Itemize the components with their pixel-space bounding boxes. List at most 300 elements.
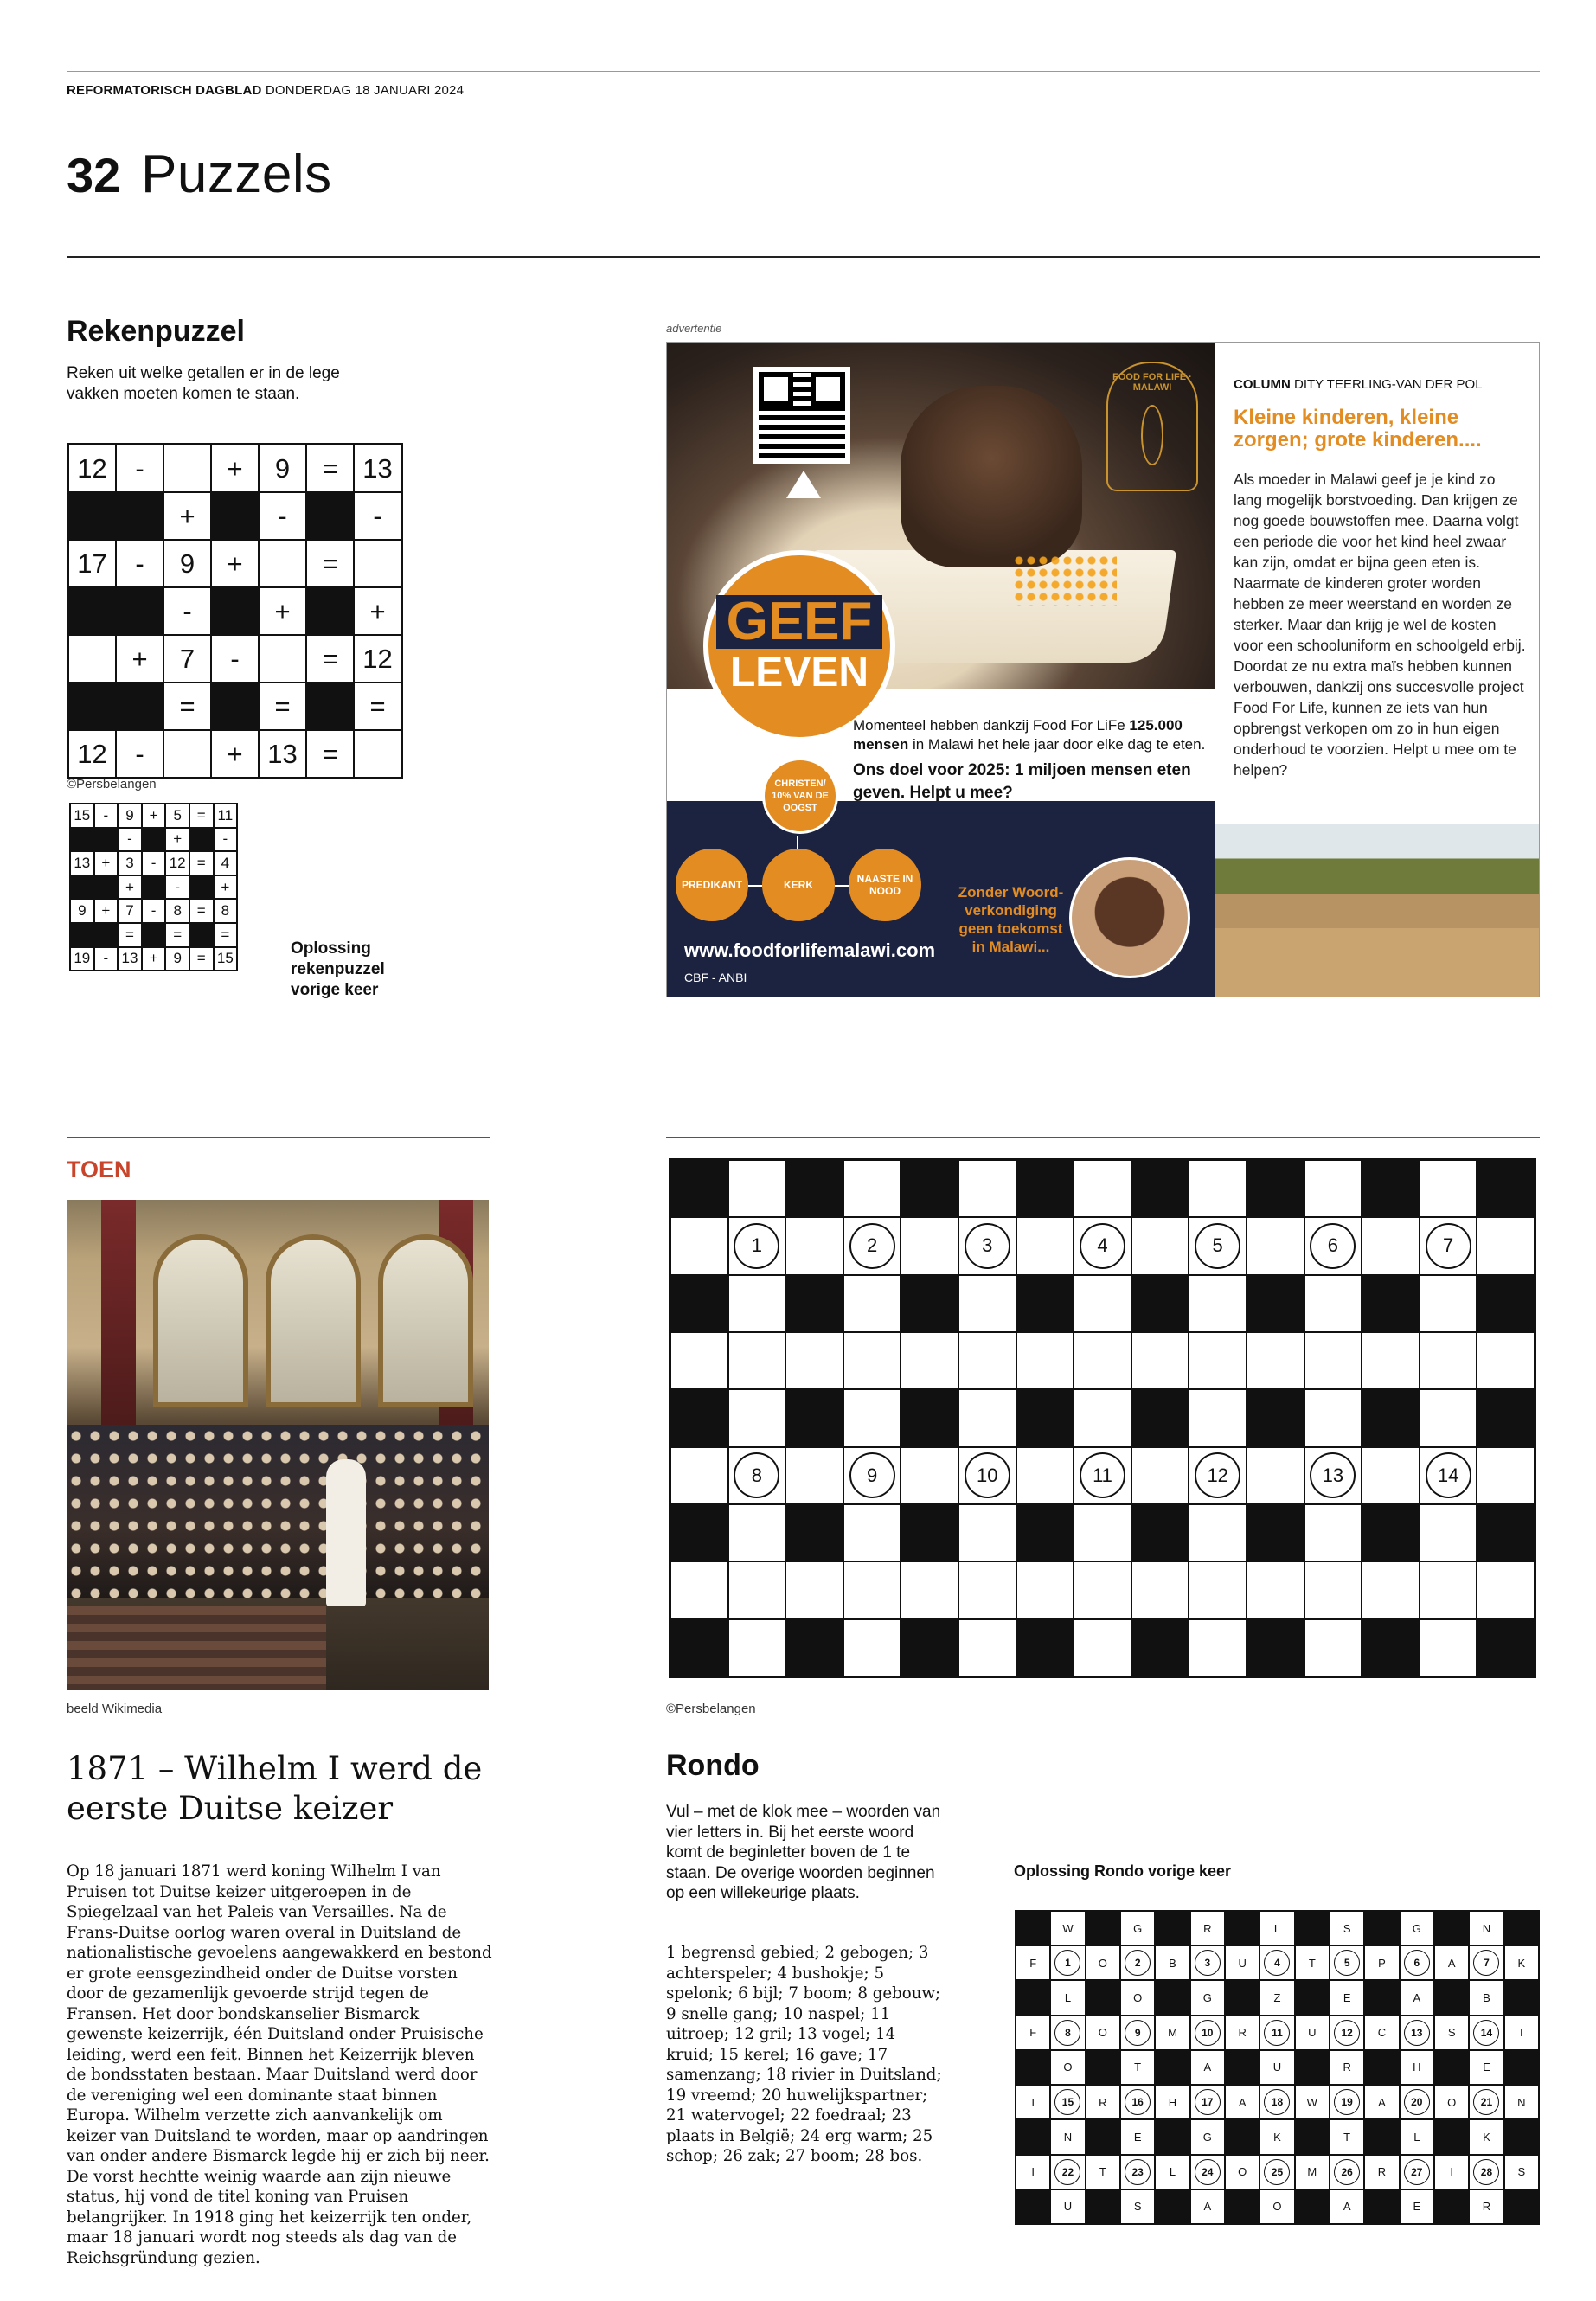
numbered-cell[interactable] — [1420, 1447, 1477, 1504]
letter-cell[interactable] — [1131, 1447, 1189, 1504]
letter-cell[interactable] — [1304, 1389, 1362, 1446]
letter-cell[interactable] — [670, 1332, 728, 1389]
black-cell — [1295, 1911, 1330, 1945]
letter-cell[interactable] — [901, 1447, 958, 1504]
black-cell — [1225, 1911, 1259, 1945]
numbered-cell[interactable] — [1304, 1217, 1362, 1274]
solution-letter: K — [1469, 2119, 1503, 2154]
solution-letter: U — [1225, 1945, 1259, 1980]
solution-letter: T — [1086, 2155, 1120, 2189]
clue-number: 1 — [734, 1223, 779, 1269]
black-cell — [142, 828, 166, 852]
black-cell — [1131, 1619, 1189, 1676]
black-cell — [306, 492, 354, 540]
numbered-cell — [1400, 2155, 1434, 2189]
empty-cell[interactable] — [259, 635, 306, 683]
grid-cell: 9 — [165, 947, 189, 971]
child-photo — [1069, 857, 1190, 978]
letter-cell[interactable] — [1131, 1561, 1189, 1618]
qr-code-icon[interactable] — [753, 367, 850, 464]
grid-cell: = — [189, 851, 214, 875]
grid-cell: + — [211, 540, 259, 587]
numbered-cell[interactable] — [958, 1217, 1016, 1274]
black-cell — [306, 587, 354, 635]
black-cell — [785, 1619, 843, 1676]
grid-cell: 12 — [68, 445, 116, 492]
black-cell — [211, 683, 259, 730]
letter-cell[interactable] — [785, 1217, 843, 1274]
grid-cell: 3 — [118, 851, 142, 875]
solution-letter: H — [1400, 2050, 1434, 2085]
numbered-cell[interactable] — [1304, 1447, 1362, 1504]
black-cell — [1016, 1389, 1074, 1446]
letter-cell[interactable] — [670, 1217, 728, 1274]
grid-cell: + — [116, 635, 163, 683]
solution-letter: G — [1190, 1980, 1225, 2015]
letter-cell[interactable] — [901, 1332, 958, 1389]
clue-number: 23 — [1125, 2159, 1151, 2185]
black-cell — [189, 828, 214, 852]
letter-cell[interactable] — [843, 1332, 901, 1389]
numbered-cell — [1469, 1945, 1503, 1980]
issue-date: DONDERDAG 18 JANUARI 2024 — [265, 83, 465, 98]
grid-cell: + — [259, 587, 306, 635]
ad-body — [853, 716, 1216, 754]
grid-cell: + — [211, 445, 259, 492]
photo-credit: beeld Wikimedia — [67, 1702, 163, 1716]
numbered-cell — [1469, 2085, 1503, 2119]
numbered-cell[interactable] — [1189, 1447, 1247, 1504]
grid-cell: 5 — [165, 804, 189, 828]
clue-number: 5 — [1334, 1950, 1360, 1976]
black-cell — [1477, 1619, 1535, 1676]
black-cell — [1131, 1275, 1189, 1332]
clue-number: 27 — [1404, 2159, 1430, 2185]
letter-cell[interactable] — [1074, 1389, 1131, 1446]
clue-number: 14 — [1426, 1452, 1471, 1498]
ad-body-count: 125.000 mensen — [853, 717, 1183, 753]
solution-letter: S — [1504, 2155, 1539, 2189]
solution-letter: T — [1330, 2119, 1364, 2154]
letter-cell[interactable] — [1074, 1332, 1131, 1389]
black-cell — [1086, 2189, 1120, 2224]
letter-cell[interactable] — [1247, 1332, 1304, 1389]
letter-cell[interactable] — [1189, 1160, 1247, 1217]
black-cell — [785, 1504, 843, 1561]
grid-cell: + — [211, 730, 259, 778]
section-title: Puzzels — [141, 144, 332, 204]
numbered-cell — [1330, 2085, 1364, 2119]
rekenpuzzel-credit: ©Persbelangen — [67, 777, 157, 792]
black-cell — [1155, 1911, 1189, 1945]
letter-cell[interactable] — [1189, 1619, 1247, 1676]
letter-cell[interactable] — [1420, 1160, 1477, 1217]
black-cell — [901, 1504, 958, 1561]
rondo-grid[interactable] — [669, 1158, 1536, 1678]
letter-cell[interactable] — [670, 1447, 728, 1504]
numbered-cell[interactable] — [843, 1217, 901, 1274]
numbered-cell — [1050, 1945, 1085, 1980]
numbered-cell[interactable] — [1420, 1217, 1477, 1274]
letter-cell[interactable] — [728, 1389, 786, 1446]
clue-number: 3 — [1195, 1950, 1221, 1976]
solution-letter: R — [1364, 2155, 1399, 2189]
black-cell — [1016, 1504, 1074, 1561]
food-for-life-logo — [1106, 362, 1198, 491]
solution-letter: L — [1050, 1980, 1085, 2015]
village-photo — [1215, 824, 1540, 997]
black-cell — [1131, 1504, 1189, 1561]
black-cell — [94, 875, 119, 900]
letter-cell[interactable] — [1362, 1447, 1420, 1504]
grid-cell: 13 — [259, 730, 306, 778]
letter-cell[interactable] — [1420, 1389, 1477, 1446]
black-cell — [1434, 1980, 1469, 2015]
letter-cell[interactable] — [728, 1619, 786, 1676]
mirror-arch — [266, 1234, 361, 1407]
letter-cell[interactable] — [1189, 1389, 1247, 1446]
toen-label: TOEN — [67, 1157, 131, 1183]
solution-letter: T — [1120, 2050, 1155, 2085]
numbered-cell — [1400, 2016, 1434, 2050]
letter-cell[interactable] — [1131, 1332, 1189, 1389]
letter-cell[interactable] — [1131, 1217, 1189, 1274]
black-cell — [901, 1619, 958, 1676]
clue-number: 24 — [1195, 2159, 1221, 2185]
header-rule — [67, 71, 1540, 72]
clue-number: 12 — [1334, 2020, 1360, 2046]
black-cell — [1362, 1160, 1420, 1217]
solution-letter: E — [1330, 1980, 1364, 2015]
black-cell — [1247, 1160, 1304, 1217]
clue-number: 17 — [1195, 2089, 1221, 2115]
letter-cell[interactable] — [1016, 1332, 1074, 1389]
corn-icon — [1141, 405, 1163, 465]
letter-cell[interactable] — [785, 1447, 843, 1504]
black-cell — [116, 492, 163, 540]
letter-cell[interactable] — [1304, 1561, 1362, 1618]
solution-letter: F — [1016, 1945, 1050, 1980]
clue-number: 12 — [1195, 1452, 1240, 1498]
solution-letter: I — [1016, 2155, 1050, 2189]
numbered-cell — [1120, 2016, 1155, 2050]
black-cell — [1016, 1980, 1050, 2015]
clue-number: 19 — [1334, 2089, 1360, 2115]
letter-cell[interactable] — [901, 1561, 958, 1618]
grid-cell: + — [354, 587, 401, 635]
bubble-naaste: NAASTE IN NOOD — [849, 849, 921, 921]
letter-cell[interactable] — [1362, 1332, 1420, 1389]
solution-letter: C — [1364, 2016, 1399, 2050]
numbered-cell[interactable] — [958, 1447, 1016, 1504]
letter-cell[interactable] — [1477, 1447, 1535, 1504]
black-cell — [670, 1504, 728, 1561]
black-cell — [70, 828, 94, 852]
letter-cell[interactable] — [1304, 1332, 1362, 1389]
black-cell — [1477, 1389, 1535, 1446]
black-cell — [116, 587, 163, 635]
solution-letter: E — [1469, 2050, 1503, 2085]
arrow-up-icon — [786, 471, 821, 498]
solution-letter: B — [1155, 1945, 1189, 1980]
letter-cell[interactable] — [958, 1619, 1016, 1676]
letter-cell[interactable] — [670, 1561, 728, 1618]
letter-cell[interactable] — [1189, 1275, 1247, 1332]
letter-cell[interactable] — [958, 1332, 1016, 1389]
solution-letter: F — [1016, 2016, 1050, 2050]
clue-number: 8 — [1054, 2020, 1080, 2046]
clue-number: 9 — [849, 1452, 895, 1498]
letter-cell[interactable] — [843, 1561, 901, 1618]
solution-letter: G — [1400, 1911, 1434, 1945]
leven-word: LEVEN — [729, 650, 869, 695]
toen-rule — [67, 1137, 490, 1138]
solution-letter: A — [1190, 2189, 1225, 2224]
letter-cell[interactable] — [1016, 1561, 1074, 1618]
letter-cell[interactable] — [1189, 1561, 1247, 1618]
empty-cell[interactable] — [163, 730, 211, 778]
grid-cell: = — [118, 923, 142, 947]
solution-letter: I — [1504, 2016, 1539, 2050]
advert-label: advertentie — [666, 322, 722, 335]
numbered-cell — [1469, 2016, 1503, 2050]
solution-letter: O — [1434, 2085, 1469, 2119]
black-cell — [1155, 2119, 1189, 2154]
letter-cell[interactable] — [1420, 1275, 1477, 1332]
black-cell — [1364, 2050, 1399, 2085]
solution-letter: B — [1469, 1980, 1503, 2015]
grid-cell: = — [189, 804, 214, 828]
solution-letter: U — [1295, 2016, 1330, 2050]
numbered-cell[interactable] — [1074, 1447, 1131, 1504]
black-cell — [901, 1275, 958, 1332]
letter-cell[interactable] — [1477, 1332, 1535, 1389]
numbered-cell[interactable] — [1074, 1217, 1131, 1274]
letter-cell[interactable] — [1247, 1447, 1304, 1504]
letter-cell[interactable] — [1074, 1504, 1131, 1561]
grid-cell: 9 — [118, 804, 142, 828]
letter-cell[interactable] — [785, 1561, 843, 1618]
solution-label-text: Oplossing rekenpuzzel vorige keer — [291, 939, 385, 999]
rekenpuzzel-solution-label — [291, 939, 403, 1001]
solution-letter: G — [1120, 1911, 1155, 1945]
letter-cell[interactable] — [1304, 1160, 1362, 1217]
black-cell — [785, 1160, 843, 1217]
letter-cell[interactable] — [1362, 1217, 1420, 1274]
letter-cell[interactable] — [843, 1504, 901, 1561]
hands-illustration — [901, 386, 1082, 567]
letter-cell[interactable] — [958, 1389, 1016, 1446]
solution-letter: E — [1120, 2119, 1155, 2154]
solution-letter: A — [1330, 2189, 1364, 2224]
ad-anbi: CBF - ANBI — [684, 971, 747, 984]
bismarck-figure — [326, 1459, 366, 1606]
grid-cell: 4 — [214, 851, 238, 875]
black-cell — [1131, 1160, 1189, 1217]
letter-cell[interactable] — [958, 1561, 1016, 1618]
toen-headline: 1871 – Wilhelm I werd de eerste Duitse keizer — [67, 1750, 483, 1827]
numbered-cell — [1190, 2016, 1225, 2050]
letter-cell[interactable] — [958, 1504, 1016, 1561]
letter-cell[interactable] — [728, 1561, 786, 1618]
black-cell — [670, 1619, 728, 1676]
black-cell — [189, 923, 214, 947]
empty-cell[interactable] — [354, 730, 401, 778]
column-label: COLUMN — [1234, 377, 1291, 392]
black-cell — [1434, 2189, 1469, 2224]
letter-cell[interactable] — [1247, 1561, 1304, 1618]
solution-letter: A — [1434, 1945, 1469, 1980]
numbered-cell — [1120, 1945, 1155, 1980]
numbered-cell — [1330, 2016, 1364, 2050]
solution-letter: A — [1190, 2050, 1225, 2085]
advertisement[interactable] — [666, 342, 1540, 997]
letter-cell[interactable] — [1074, 1561, 1131, 1618]
letter-cell[interactable] — [1420, 1504, 1477, 1561]
letter-cell[interactable] — [843, 1160, 901, 1217]
numbered-cell — [1190, 1945, 1225, 1980]
clue-number: 2 — [1125, 1950, 1151, 1976]
letter-cell[interactable] — [728, 1332, 786, 1389]
letter-cell[interactable] — [1304, 1619, 1362, 1676]
solution-letter: W — [1050, 1911, 1085, 1945]
clue-number: 13 — [1404, 2020, 1430, 2046]
solution-letter: K — [1259, 2119, 1294, 2154]
black-cell — [1364, 1980, 1399, 2015]
black-cell — [1086, 2050, 1120, 2085]
solution-letter: U — [1259, 2050, 1294, 2085]
grid-cell: - — [118, 828, 142, 852]
letter-cell[interactable] — [728, 1504, 786, 1561]
masthead — [67, 83, 464, 98]
black-cell — [1477, 1160, 1535, 1217]
letter-cell[interactable] — [1074, 1619, 1131, 1676]
letter-cell[interactable] — [1477, 1561, 1535, 1618]
solution-letter: O — [1086, 1945, 1120, 1980]
black-cell — [1016, 1619, 1074, 1676]
black-cell — [211, 492, 259, 540]
letter-cell[interactable] — [1477, 1217, 1535, 1274]
grid-cell: 12 — [68, 730, 116, 778]
letter-cell[interactable] — [1074, 1275, 1131, 1332]
grid-cell: - — [94, 947, 119, 971]
letter-cell[interactable] — [843, 1275, 901, 1332]
letter-cell[interactable] — [1304, 1504, 1362, 1561]
letter-cell[interactable] — [785, 1332, 843, 1389]
letter-cell[interactable] — [1420, 1561, 1477, 1618]
numbered-cell[interactable] — [728, 1447, 786, 1504]
grid-cell: 15 — [70, 804, 94, 828]
empty-cell[interactable] — [163, 445, 211, 492]
solution-letter: A — [1225, 2085, 1259, 2119]
grid-cell: - — [211, 635, 259, 683]
black-cell — [1362, 1619, 1420, 1676]
grid-cell: - — [142, 899, 166, 923]
clue-number: 26 — [1334, 2159, 1360, 2185]
numbered-cell[interactable] — [1189, 1217, 1247, 1274]
black-cell — [1364, 1911, 1399, 1945]
empty-cell[interactable] — [259, 540, 306, 587]
black-cell — [1016, 2050, 1050, 2085]
letter-cell[interactable] — [1304, 1275, 1362, 1332]
empty-cell[interactable] — [354, 540, 401, 587]
solution-letter: O — [1259, 2189, 1294, 2224]
grid-cell: 12 — [165, 851, 189, 875]
letter-cell[interactable] — [901, 1217, 958, 1274]
numbered-cell[interactable] — [728, 1217, 786, 1274]
letter-cell[interactable] — [1016, 1447, 1074, 1504]
solution-letter: L — [1400, 2119, 1434, 2154]
logo-text: FOOD FOR LIFE · MALAWI — [1112, 372, 1192, 393]
rondo-title: Rondo — [666, 1749, 760, 1782]
black-cell — [1086, 2119, 1120, 2154]
letter-cell[interactable] — [728, 1160, 786, 1217]
grid-cell: 13 — [118, 947, 142, 971]
solution-letter: H — [1155, 2085, 1189, 2119]
clue-number: 25 — [1264, 2159, 1290, 2185]
letter-cell[interactable] — [728, 1275, 786, 1332]
grid-cell: - — [116, 730, 163, 778]
black-cell — [1362, 1275, 1420, 1332]
black-cell — [1504, 2050, 1539, 2085]
black-cell — [1434, 1911, 1469, 1945]
letter-cell[interactable] — [958, 1275, 1016, 1332]
ad-url-link[interactable]: www.foodforlifemalawi.com — [684, 939, 936, 961]
empty-cell[interactable] — [68, 635, 116, 683]
grid-cell: + — [94, 899, 119, 923]
numbered-cell — [1050, 2085, 1085, 2119]
solution-letter: K — [1504, 1945, 1539, 1980]
black-cell — [211, 587, 259, 635]
black-cell — [1016, 2189, 1050, 2224]
letter-cell[interactable] — [1016, 1217, 1074, 1274]
black-cell — [1155, 2189, 1189, 2224]
black-cell — [1247, 1389, 1304, 1446]
clue-number: 3 — [965, 1223, 1010, 1269]
solution-letter: T — [1016, 2085, 1050, 2119]
grid-cell: + — [142, 947, 166, 971]
solution-letter: E — [1400, 2189, 1434, 2224]
rekenpuzzel-solution-grid — [69, 803, 238, 971]
solution-letter: Z — [1259, 1980, 1294, 2015]
black-cell — [68, 683, 116, 730]
clue-number: 16 — [1125, 2089, 1151, 2115]
black-cell — [1477, 1504, 1535, 1561]
letter-cell[interactable] — [843, 1619, 901, 1676]
letter-cell[interactable] — [1189, 1504, 1247, 1561]
grid-cell: = — [354, 683, 401, 730]
letter-cell[interactable] — [1074, 1160, 1131, 1217]
numbered-cell[interactable] — [843, 1447, 901, 1504]
letter-cell[interactable] — [958, 1160, 1016, 1217]
grid-cell: 13 — [354, 445, 401, 492]
letter-cell[interactable] — [1420, 1332, 1477, 1389]
letter-cell[interactable] — [1247, 1217, 1304, 1274]
black-cell — [1155, 2050, 1189, 2085]
letter-cell[interactable] — [1189, 1332, 1247, 1389]
ad-body-pre: Momenteel hebben dankzij Food For LiFe — [853, 717, 1130, 734]
letter-cell[interactable] — [1420, 1619, 1477, 1676]
black-cell — [1477, 1275, 1535, 1332]
solution-letter: A — [1364, 2085, 1399, 2119]
black-cell — [785, 1275, 843, 1332]
solution-letter: L — [1155, 2155, 1189, 2189]
clue-number: 5 — [1195, 1223, 1240, 1269]
banner — [101, 1200, 136, 1442]
letter-cell[interactable] — [1362, 1561, 1420, 1618]
geef-word: GEEF — [716, 595, 883, 649]
letter-cell[interactable] — [843, 1389, 901, 1446]
